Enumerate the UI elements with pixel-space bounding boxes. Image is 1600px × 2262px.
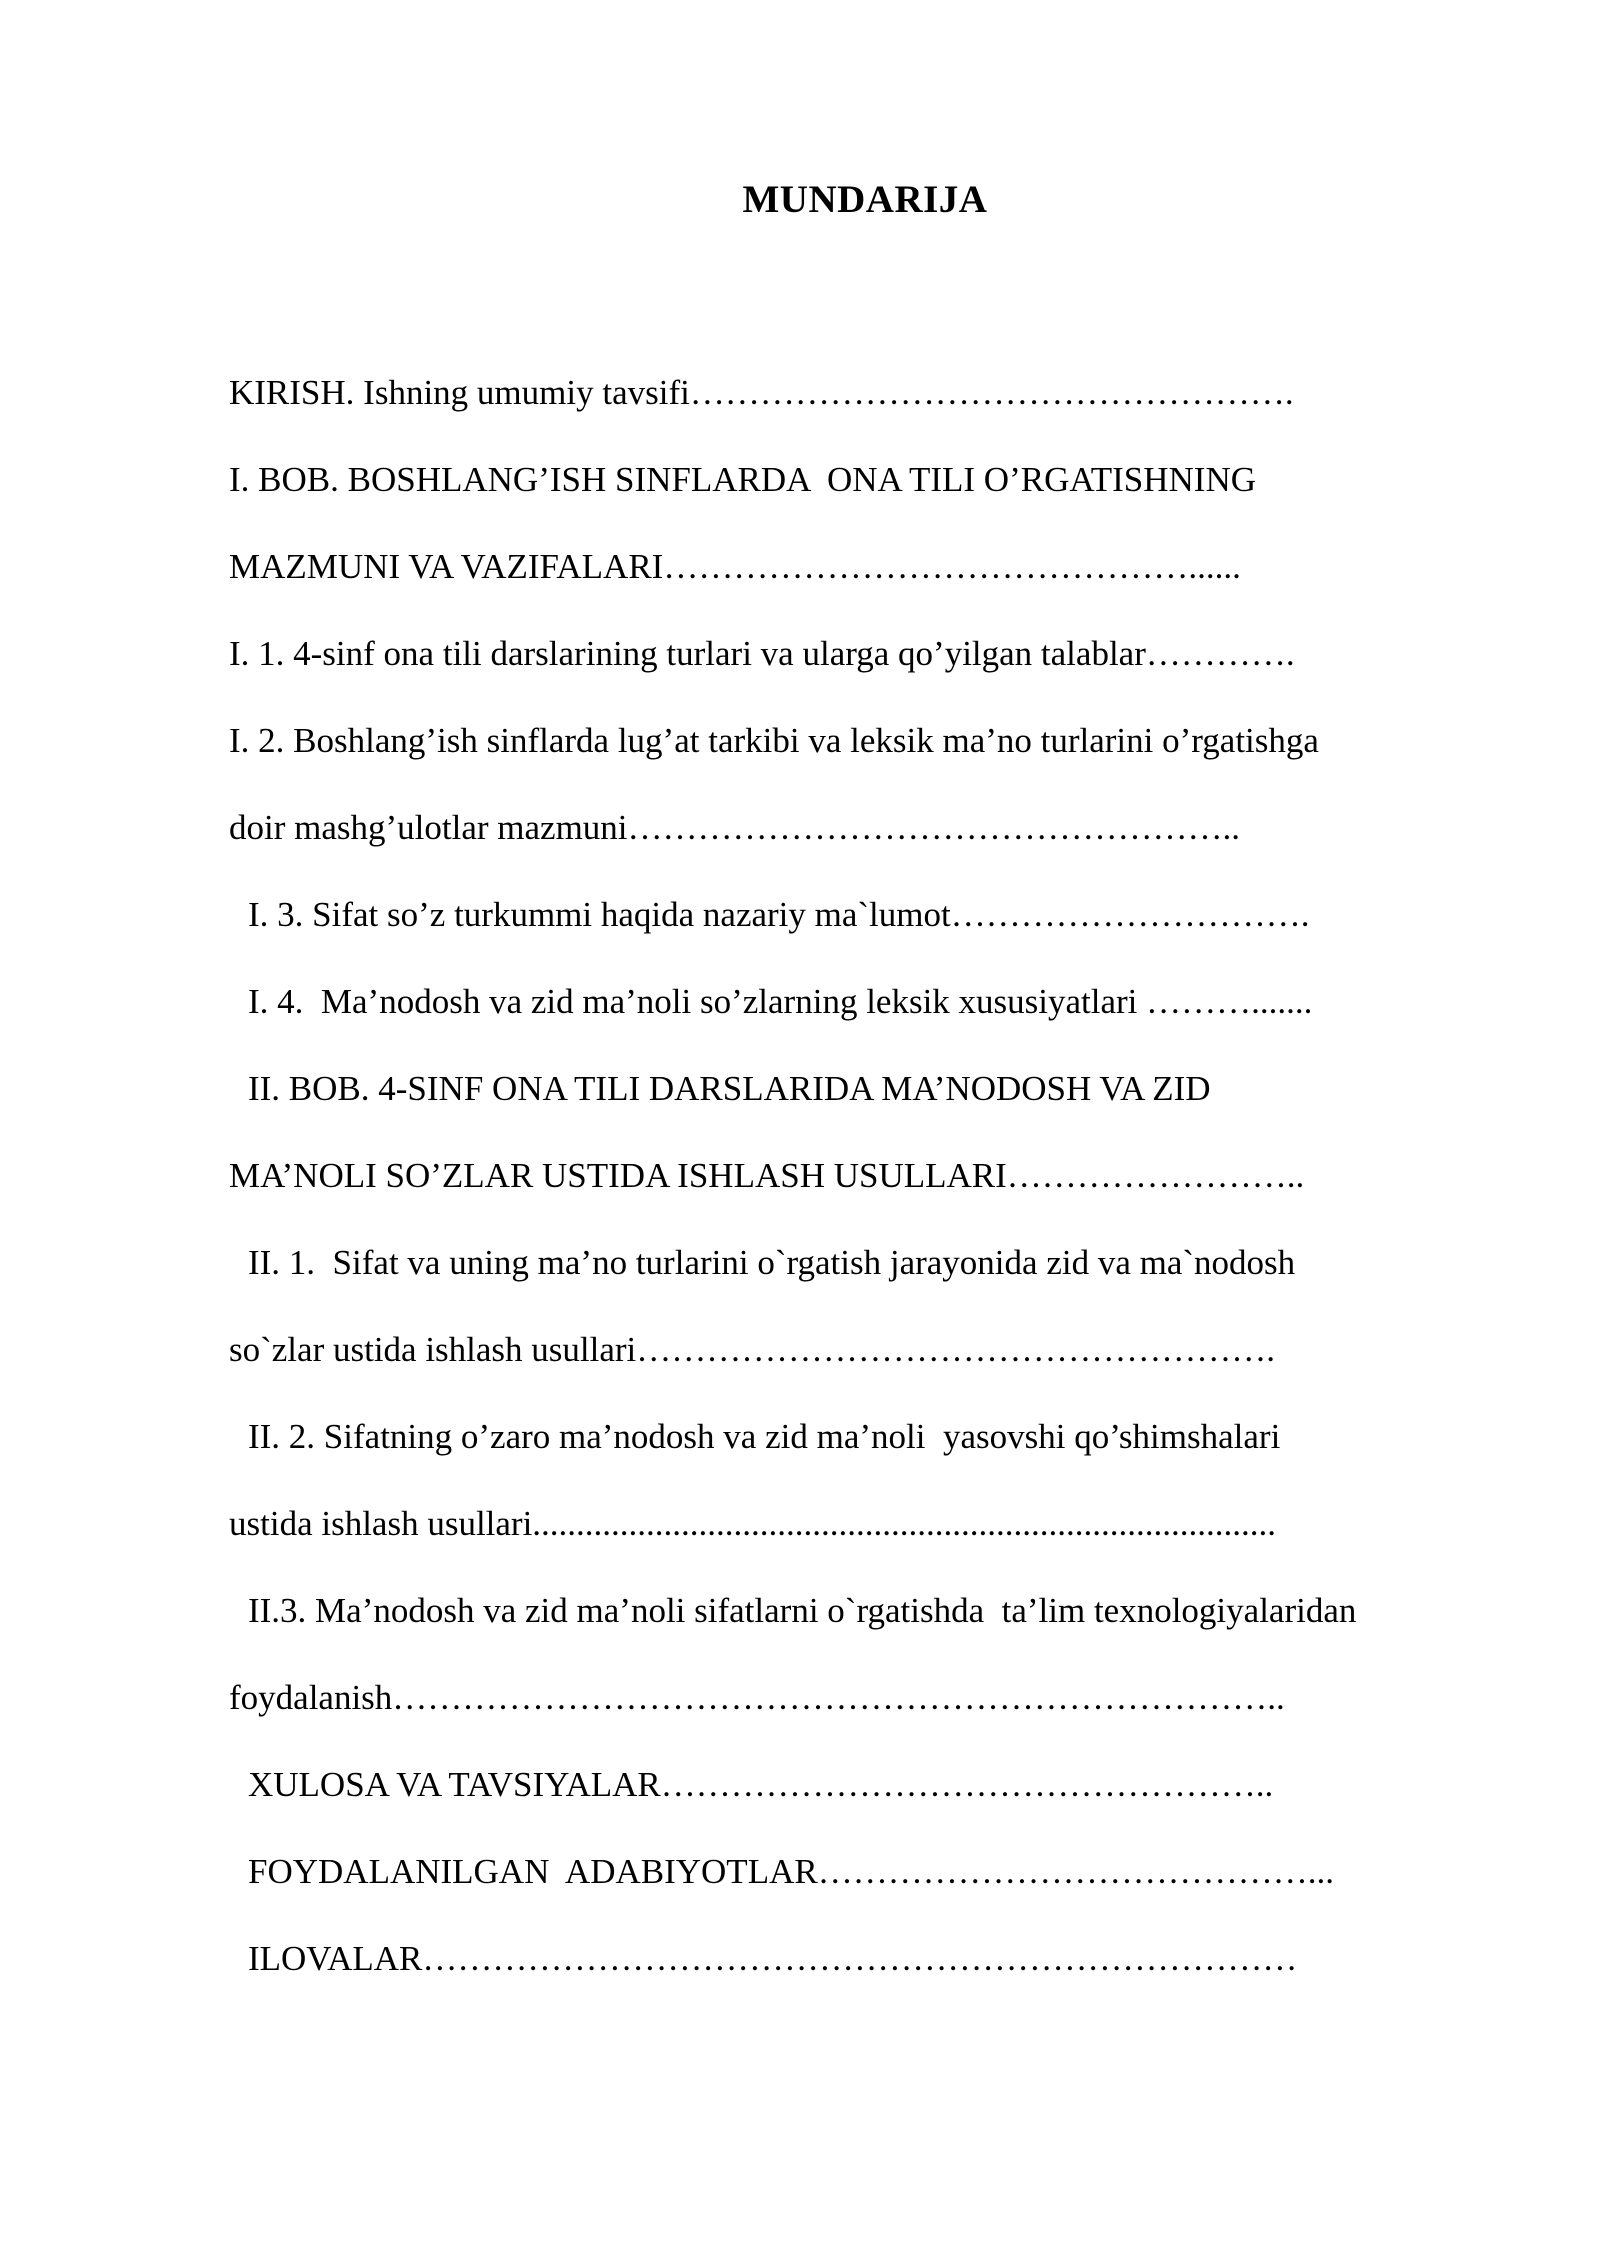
toc-entry: I. 1. 4-sinf ona tili darslarining turlari va ularga qo’yilgan talablar………….	[229, 634, 1295, 673]
toc-entry: MA’NOLI SO’ZLAR USTIDA ISHLASH USULLARI……………………..	[229, 1156, 1305, 1195]
toc-entry: ILOVALAR…………………………………………………………………	[248, 1939, 1298, 1978]
toc-entry: foydalanish…………………………………………………………………..	[229, 1678, 1285, 1717]
toc-entry: I. 2. Boshlang’ish sinflarda lug’at tarkibi va leksik ma’no turlarini o’rgatishga	[229, 721, 1319, 760]
toc-entry: II. 1. Sifat va uning ma’no turlarini o`rgatish jarayonida zid va ma`nodosh	[248, 1243, 1296, 1282]
toc-entry: doir mashg’ulotlar mazmuni……………………………………………..	[229, 808, 1241, 847]
toc-entry: I. BOB. BOSHLANG’ISH SINFLARDA ONA TILI O’RGATISHNING	[229, 460, 1257, 499]
toc-entry: XULOSA VA TAVSIYALAR……………………………………………..	[248, 1765, 1274, 1804]
toc-entry: II. 2. Sifatning o’zaro ma’nodosh va zid ma’noli yasovshi qo’shimshalari	[248, 1417, 1281, 1456]
toc-entry: I. 4. Ma’nodosh va zid ma’noli so’zlarning leksik xususiyatlari ……….......	[248, 982, 1313, 1021]
table-of-contents	[229, 363, 1509, 2016]
toc-entry: II. BOB. 4-SINF ONA TILI DARSLARIDA MA’NODOSH VA ZID	[248, 1069, 1211, 1108]
toc-entry: MAZMUNI VA VAZIFALARI………………………………………......	[229, 547, 1241, 586]
toc-entry: KIRISH. Ishning umumiy tavsifi…………………………………………….	[229, 373, 1294, 412]
toc-entry: FOYDALANILGAN ADABIYOTLAR……………………………………...	[248, 1852, 1334, 1891]
toc-entry: II.3. Ma’nodosh va zid ma’noli sifatlarni o`rgatishda ta’lim texnologiyalaridan	[248, 1591, 1357, 1630]
toc-entry: ustida ishlash usullari.....................................................................................	[229, 1504, 1277, 1543]
page-title: MUNDARIJA	[742, 178, 988, 221]
toc-entry: so`zlar ustida ishlash usullari……………………………………………….	[229, 1330, 1276, 1369]
toc-entry: I. 3. Sifat so’z turkummi haqida nazariy ma`lumot………………………….	[248, 895, 1310, 934]
